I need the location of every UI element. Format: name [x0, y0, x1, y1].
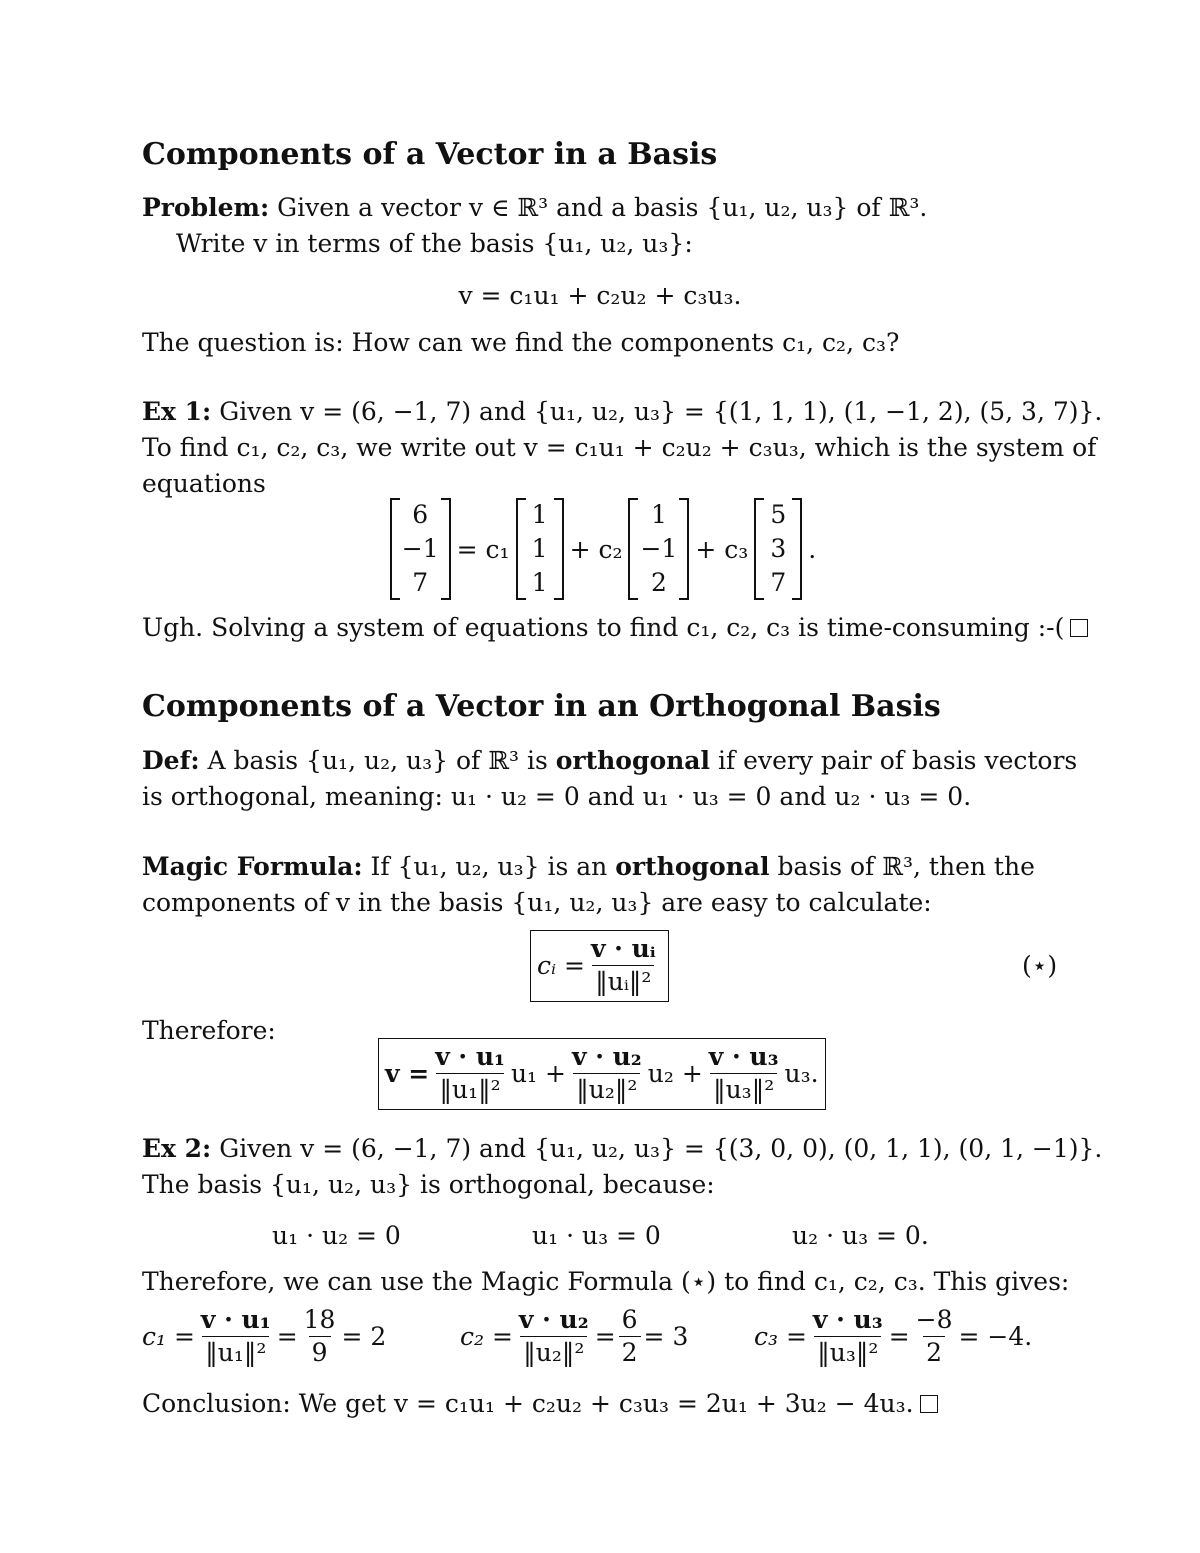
dot-u2-u3: u₂ · u₃ = 0. — [792, 1221, 929, 1250]
c2-num2: 6 — [621, 1305, 638, 1334]
section-title-orthogonal: Components of a Vector in an Orthogonal Basis — [142, 689, 941, 724]
t2-num: v · u₂ — [571, 1042, 642, 1071]
def-line1 — [142, 743, 1077, 778]
ex1-given — [142, 394, 1102, 429]
display-equation: v = c₁u₁ + c₂u₂ + c₃u₃. — [458, 281, 742, 310]
magic-label: Magic Formula: — [142, 852, 363, 881]
conclusion-line — [142, 1386, 938, 1421]
c2-den: ‖u₂‖² — [520, 1336, 587, 1368]
ex1-matrix-equation — [142, 498, 1058, 600]
matrix-cell: 1 — [531, 568, 548, 597]
ci-fraction — [588, 935, 659, 997]
matrix-u1 — [516, 498, 564, 600]
c2-result: = 3 — [643, 1322, 689, 1352]
ci-lhs: cᵢ = — [537, 951, 585, 981]
c3-value-fraction — [913, 1306, 956, 1368]
magic-line2: components of v in the basis {u₁, u₂, u₃} are easy to calculate: — [142, 888, 932, 917]
eq-c3: + c₃ — [695, 534, 749, 564]
ex1-label: Ex 1: — [142, 397, 212, 426]
ex2-label: Ex 2: — [142, 1134, 212, 1163]
c1-result: = 2 — [341, 1322, 387, 1352]
dot-u1-u3: u₁ · u₃ = 0 — [532, 1221, 661, 1250]
ex1-line2: To find c₁, c₂, c₃, we write out v = c₁u₁ + c₂u₂ + c₃u₃, which is the system of — [142, 433, 1097, 462]
matrix-cell: 2 — [650, 568, 667, 597]
star-label: (⋆) — [1022, 951, 1058, 980]
matrix-cell: 1 — [531, 500, 548, 529]
ugh-text: Ugh. Solving a system of equations to find c₁, c₂, c₃ is time-consuming :-( — [142, 613, 1065, 642]
ex2-given-text: Given v = (6, −1, 7) and {u₁, u₂, u₃} = {(3, 0, 0), (0, 1, 1), (0, 1, −1)}. — [219, 1134, 1103, 1163]
c3-den: ‖u₃‖² — [814, 1336, 881, 1368]
c1-fraction — [198, 1306, 274, 1368]
c2-computation — [460, 1306, 688, 1368]
question-line: The question is: How can we find the components c₁, c₂, c₃? — [142, 328, 900, 357]
eq-c1: = c₁ — [456, 534, 510, 564]
def-text-a: A basis {u₁, u₂, u₃} of ℝ³ is — [207, 746, 548, 775]
write-line: Write v in terms of the basis {u₁, u₂, u₃}: — [176, 229, 693, 258]
t2-after: u₂ + — [647, 1059, 703, 1089]
matrix-cell: −1 — [401, 534, 439, 563]
c3-lhs: c₃ = — [754, 1322, 807, 1352]
ci-formula-box — [530, 930, 669, 1002]
c2-den2: 2 — [619, 1336, 641, 1368]
ex2-line2: The basis {u₁, u₂, u₃} is orthogonal, because: — [142, 1170, 715, 1199]
matrix-cell: 7 — [770, 568, 787, 597]
ci-den: ‖uᵢ‖² — [592, 965, 654, 997]
matrix-cell: 5 — [770, 500, 787, 529]
def-line2: is orthogonal, meaning: u₁ · u₂ = 0 and u₁ · u₃ = 0 and u₂ · u₃ = 0. — [142, 782, 972, 811]
eq-c2: + c₂ — [569, 534, 623, 564]
t3-den: ‖u₃‖² — [710, 1073, 777, 1105]
matrix-cell: −1 — [640, 534, 678, 563]
c1-lhs: c₁ = — [142, 1322, 195, 1352]
ex2-given — [142, 1131, 1102, 1166]
term2-fraction — [569, 1043, 645, 1105]
c2-eq: = — [594, 1322, 616, 1352]
c1-num2: 18 — [303, 1305, 336, 1334]
matrix-cell: 7 — [412, 568, 429, 597]
ex2-therefore-line: Therefore, we can use the Magic Formula (⋆) to find c₁, c₂, c₃. This gives: — [142, 1267, 1070, 1296]
c1-den2: 9 — [309, 1336, 331, 1368]
matrix-cell: 1 — [531, 534, 548, 563]
term1-fraction — [432, 1043, 508, 1105]
matrix-cell: 3 — [770, 534, 787, 563]
def-label: Def: — [142, 746, 200, 775]
c3-fraction — [810, 1306, 886, 1368]
therefore-label: Therefore: — [142, 1016, 276, 1045]
c2-fraction — [516, 1306, 592, 1368]
magic-line1 — [142, 849, 1035, 884]
c3-num2: −8 — [915, 1305, 953, 1334]
term3-fraction — [706, 1043, 782, 1105]
t3-after: u₃. — [784, 1059, 819, 1089]
c1-num: v · u₁ — [200, 1305, 271, 1334]
section-title-basis: Components of a Vector in a Basis — [142, 137, 718, 172]
v-eq: v = — [385, 1059, 430, 1089]
eq-period: . — [808, 534, 817, 564]
def-bold-orthogonal: orthogonal — [555, 746, 711, 775]
c3-eq: = — [888, 1322, 910, 1352]
qed-square-icon — [920, 1395, 938, 1413]
matrix-cell: 6 — [412, 500, 429, 529]
t3-num: v · u₃ — [708, 1042, 779, 1071]
ex1-ugh-line — [142, 610, 1088, 645]
dot-u1-u2: u₁ · u₂ = 0 — [272, 1221, 401, 1250]
c3-num: v · u₃ — [812, 1305, 883, 1334]
t1-after: u₁ + — [510, 1059, 566, 1089]
t1-num: v · u₁ — [435, 1042, 505, 1071]
problem-statement — [142, 190, 927, 225]
v-formula-box — [378, 1038, 826, 1110]
c1-value-fraction — [301, 1306, 339, 1368]
problem-label: Problem: — [142, 193, 270, 222]
problem-text: Given a vector v ∈ ℝ³ and a basis {u₁, u₂, u₃} of ℝ³. — [277, 193, 928, 222]
t1-den: ‖u₁‖² — [436, 1073, 503, 1105]
magic-text-b: basis of ℝ³, then the — [777, 852, 1035, 881]
qed-square-icon — [1070, 619, 1088, 637]
c2-value-fraction — [619, 1306, 641, 1368]
c3-result: = −4. — [958, 1322, 1033, 1352]
magic-bold-orthogonal: orthogonal — [615, 852, 770, 881]
ci-num: v · uᵢ — [590, 934, 656, 963]
ex1-line3: equations — [142, 469, 266, 498]
c1-den: ‖u₁‖² — [202, 1336, 269, 1368]
conclusion-text: Conclusion: We get v = c₁u₁ + c₂u₂ + c₃u₃ = 2u₁ + 3u₂ − 4u₃. — [142, 1389, 914, 1418]
c2-lhs: c₂ = — [460, 1322, 513, 1352]
c3-computation — [754, 1306, 1032, 1368]
c2-num: v · u₂ — [518, 1305, 589, 1334]
t2-den: ‖u₂‖² — [573, 1073, 640, 1105]
c3-den2: 2 — [923, 1336, 945, 1368]
matrix-v — [390, 498, 451, 600]
def-text-b: if every pair of basis vectors — [717, 746, 1078, 775]
matrix-u2 — [628, 498, 689, 600]
c1-computation — [142, 1306, 386, 1368]
matrix-u3 — [754, 498, 802, 600]
c1-eq: = — [276, 1322, 298, 1352]
magic-text-a: If {u₁, u₂, u₃} is an — [370, 852, 608, 881]
ex1-given-text: Given v = (6, −1, 7) and {u₁, u₂, u₃} = {(1, 1, 1), (1, −1, 2), (5, 3, 7)}. — [219, 397, 1103, 426]
matrix-cell: 1 — [650, 500, 667, 529]
